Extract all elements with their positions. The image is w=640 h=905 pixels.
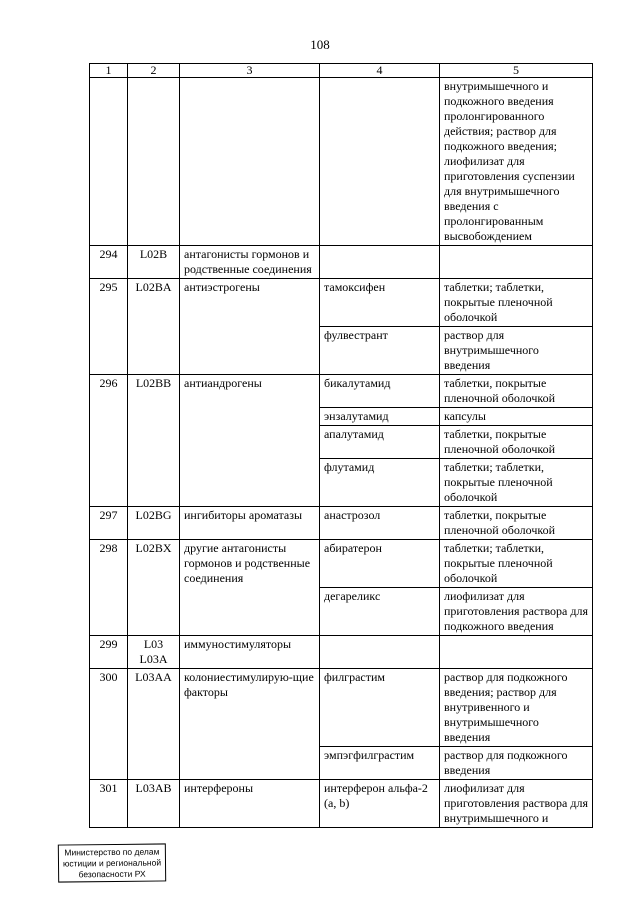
drug-name: энзалутамид bbox=[320, 408, 440, 426]
continued-group bbox=[180, 78, 320, 246]
row-number: 297 bbox=[90, 507, 128, 540]
row-number: 301 bbox=[90, 780, 128, 828]
dosage-form: таблетки; таблетки, покрытые пленочной оболочкой bbox=[440, 459, 593, 507]
drug-name: бикалутамид bbox=[320, 375, 440, 408]
continued-form: внутримышечного и подкожного введения пролонгированного действия; раствор для подкожного введения; лиофилизат для приготовления суспензии для внутримышечного введения с пролонгированным высвобождением bbox=[440, 78, 593, 246]
table-row bbox=[90, 246, 593, 279]
dosage-form: таблетки; таблетки, покрытые пленочной оболочкой bbox=[440, 540, 593, 588]
group-name: антиэстрогены bbox=[180, 279, 320, 375]
drug-name bbox=[320, 636, 440, 669]
table-row bbox=[90, 636, 593, 669]
atc-code: L03AA bbox=[128, 669, 180, 780]
dosage-form: таблетки, покрытые пленочной оболочкой bbox=[440, 426, 593, 459]
atc-code: L02B bbox=[128, 246, 180, 279]
row-number: 299 bbox=[90, 636, 128, 669]
atc-code: L02BG bbox=[128, 507, 180, 540]
continued-row bbox=[90, 78, 593, 246]
atc-code: L03AB bbox=[128, 780, 180, 828]
drug-name: дегареликс bbox=[320, 588, 440, 636]
dosage-form bbox=[440, 246, 593, 279]
row-number: 300 bbox=[90, 669, 128, 780]
ministry-stamp bbox=[58, 843, 166, 882]
header-row bbox=[90, 64, 593, 78]
row-number: 298 bbox=[90, 540, 128, 636]
drug-name: анастрозол bbox=[320, 507, 440, 540]
dosage-form: таблетки, покрытые пленочной оболочкой bbox=[440, 375, 593, 408]
row-number: 294 bbox=[90, 246, 128, 279]
stamp-line: Министерство по делам bbox=[64, 846, 160, 858]
drug-name: фулвестрант bbox=[320, 327, 440, 375]
drug-name: филграстим bbox=[320, 669, 440, 747]
table-row bbox=[90, 375, 593, 408]
dosage-form bbox=[440, 636, 593, 669]
row-number: 296 bbox=[90, 375, 128, 507]
drug-name: эмпэгфилграстим bbox=[320, 747, 440, 780]
group-name: ингибиторы ароматазы bbox=[180, 507, 320, 540]
atc-code: L02BA bbox=[128, 279, 180, 375]
drug-name: абиратерон bbox=[320, 540, 440, 588]
header-col-1: 1 bbox=[90, 64, 128, 78]
group-name: интерфероны bbox=[180, 780, 320, 828]
table-row bbox=[90, 540, 593, 588]
header-col-3: 3 bbox=[180, 64, 320, 78]
dosage-form: лиофилизат для приготовления раствора для внутримышечного и bbox=[440, 780, 593, 828]
drug-name: интерферон альфа-2 (a, b) bbox=[320, 780, 440, 828]
row-number: 295 bbox=[90, 279, 128, 375]
group-name: антагонисты гормонов и родственные соединения bbox=[180, 246, 320, 279]
group-name: иммуностимуляторы bbox=[180, 636, 320, 669]
drug-name bbox=[320, 246, 440, 279]
drug-name: апалутамид bbox=[320, 426, 440, 459]
dosage-form: таблетки, покрытые пленочной оболочкой bbox=[440, 507, 593, 540]
page-number: 108 bbox=[310, 37, 330, 52]
table-row bbox=[90, 279, 593, 327]
group-name: антиандрогены bbox=[180, 375, 320, 507]
continued-code bbox=[128, 78, 180, 246]
drug-name: тамоксифен bbox=[320, 279, 440, 327]
header-col-2: 2 bbox=[128, 64, 180, 78]
table-row bbox=[90, 507, 593, 540]
atc-code: L02BB bbox=[128, 375, 180, 507]
drug-table bbox=[89, 63, 593, 828]
stamp-line: юстиции и региональной bbox=[62, 857, 162, 869]
dosage-form: раствор для внутримышечного введения bbox=[440, 327, 593, 375]
dosage-form: капсулы bbox=[440, 408, 593, 426]
dosage-form: раствор для подкожного введения; раствор для внутривенного и внутримышечного введения bbox=[440, 669, 593, 747]
header-col-5: 5 bbox=[440, 64, 593, 78]
dosage-form: лиофилизат для приготовления раствора для подкожного введения bbox=[440, 588, 593, 636]
header-col-4: 4 bbox=[320, 64, 440, 78]
continued-drug bbox=[320, 78, 440, 246]
table-row bbox=[90, 669, 593, 747]
group-name: колониестимулирую-щие факторы bbox=[180, 669, 320, 780]
dosage-form: раствор для подкожного введения bbox=[440, 747, 593, 780]
atc-code: L03 L03A bbox=[128, 636, 180, 669]
table-row bbox=[90, 780, 593, 828]
continued-num bbox=[90, 78, 128, 246]
dosage-form: таблетки; таблетки, покрытые пленочной оболочкой bbox=[440, 279, 593, 327]
atc-code: L02BX bbox=[128, 540, 180, 636]
stamp-line: безопасности РХ bbox=[78, 868, 146, 880]
drug-name: флутамид bbox=[320, 459, 440, 507]
group-name: другие антагонисты гормонов и родственные соединения bbox=[180, 540, 320, 636]
